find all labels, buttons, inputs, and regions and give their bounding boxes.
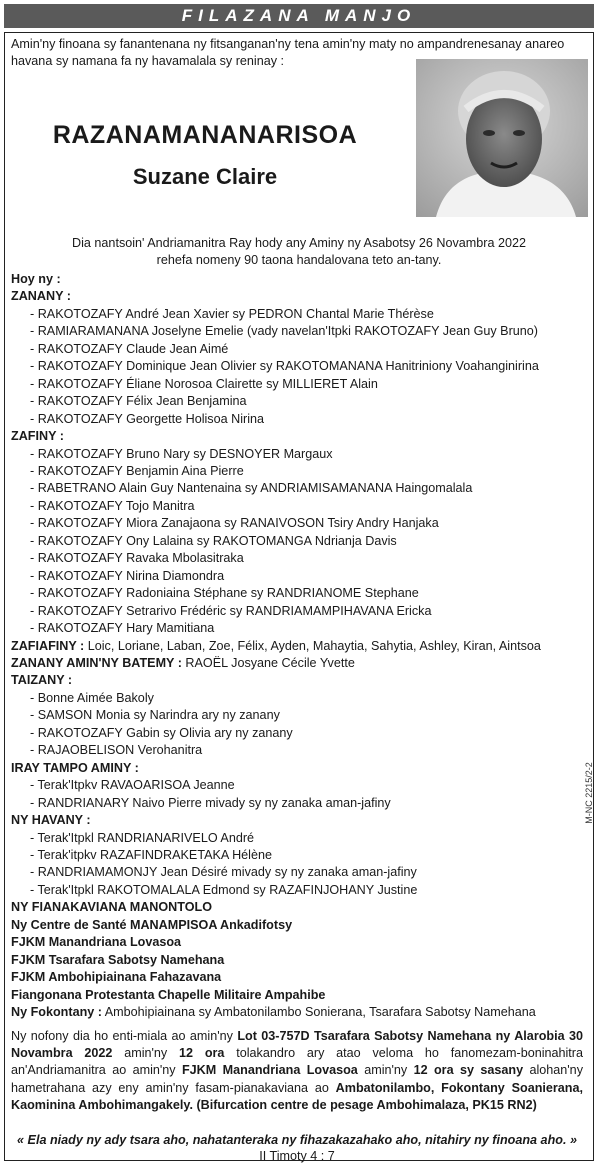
funeral-bold: FJKM Manandriana Lovasoa bbox=[181, 1063, 358, 1078]
side-reference-text: M-NC 2215/2-2 bbox=[584, 762, 594, 824]
list-item: - RAKOTOZAFY Ony Lalaina sy RAKOTOMANGA Ndrianja Davis bbox=[30, 533, 397, 548]
zanany-label: ZANANY : bbox=[11, 289, 71, 304]
list-item: - SAMSON Monia sy Narindra ary ny zanany bbox=[30, 708, 280, 723]
funeral-bold: 12 ora sy sasany bbox=[413, 1063, 524, 1078]
list-item: - RAKOTOZAFY Claude Jean Aimé bbox=[30, 341, 229, 356]
bible-verse bbox=[11, 1132, 583, 1164]
list-item: - Terak'itpkv RAZAFINDRAKETAKA Hélène bbox=[30, 847, 272, 862]
list-item: - RANDRIAMAMONJY Jean Désiré mivady sy ny zanaka aman-jafiny bbox=[30, 865, 417, 880]
header-title: FILAZANA MANJO bbox=[181, 6, 417, 25]
list-item: - RAKOTOZAFY Miora Zanajaona sy RANAIVOSON Tsiry Andry Hanjaka bbox=[30, 516, 439, 531]
list-item: - RAKOTOZAFY Ravaka Mbolasitraka bbox=[30, 551, 244, 566]
notice-box bbox=[4, 32, 594, 1161]
list-item: - RAKOTOZAFY Georgette Holisoa Nirina bbox=[30, 411, 264, 426]
fianakaviana-line: Ny Centre de Santé MANAMPISOA Ankadifotsy bbox=[11, 917, 293, 932]
fianakaviana-line: Fiangonana Protestanta Chapelle Militaire Ampahibe bbox=[11, 987, 326, 1002]
fianakaviana-line: NY FIANAKAVIANA MANONTOLO bbox=[11, 900, 213, 915]
list-item: - Terak'Itpkv RAVAOARISOA Jeanne bbox=[30, 778, 235, 793]
zafiafiny-label: ZAFIAFINY : bbox=[11, 638, 85, 653]
funeral-text: tolakandro ary atao veloma ho fanomezam-boninahitra an'Andriamanitra ao amin'ny bbox=[11, 1046, 584, 1078]
fokontany-label: Ny Fokontany : bbox=[11, 1005, 102, 1020]
funeral-paragraph bbox=[11, 1028, 583, 1114]
family-list bbox=[11, 271, 587, 1021]
zafiafiny-row bbox=[11, 638, 587, 655]
verse-reference: II Timoty 4 : 7 bbox=[259, 1149, 335, 1163]
list-item: - RAMIARAMANANA Joselyne Emelie (vady navelan'Itpki RAKOTOZAFY Jean Guy Bruno) bbox=[30, 324, 538, 339]
list-item: - RANDRIANARY Naivo Pierre mivady sy ny zanaka aman-jafiny bbox=[30, 795, 391, 810]
list-item: - RAKOTOZAFY Radoniaina Stéphane sy RANDRIANOME Stephane bbox=[30, 586, 419, 601]
funeral-bold: Lot 03-757D Tsarafara Sabotsy Namehana ny Alarobia 30 Novambra 2022 bbox=[11, 1029, 583, 1061]
list-item: - RAKOTOZAFY Bruno Nary sy DESNOYER Margaux bbox=[30, 446, 333, 461]
zafiafiny-names: Loic, Loriane, Laban, Zoe, Félix, Ayden, Mahaytia, Sahytia, Ashley, Kiran, Aintsoa bbox=[84, 638, 541, 653]
fokontany-text: Ambohipiainana sy Ambatonilambo Sonierana, Tsarafara Sabotsy Namehana bbox=[101, 1005, 536, 1020]
list-item: - Terak'Itpkl RAKOTOMALALA Edmond sy RAZAFINJOHANY Justine bbox=[30, 882, 418, 897]
list-item: - RAKOTOZAFY André Jean Xavier sy PEDRON Chantal Marie Thérèse bbox=[30, 306, 434, 321]
taizany-label: TAIZANY : bbox=[11, 673, 73, 688]
list-item: - RAKOTOZAFY Nirina Diamondra bbox=[30, 568, 225, 583]
fianakaviana-line: FJKM Ambohipiainana Fahazavana bbox=[11, 970, 222, 985]
list-item: - RAKOTOZAFY Setrarivo Frédéric sy RANDRIAMAMPIHAVANA Ericka bbox=[30, 603, 432, 618]
zanany-batemy-names: RAOËL Josyane Cécile Yvette bbox=[181, 655, 355, 670]
list-item: - RAKOTOZAFY Hary Mamitiana bbox=[30, 621, 215, 636]
list-item: - RABETRANO Alain Guy Nantenaina sy ANDRIAMISAMANANA Haingomalala bbox=[30, 481, 473, 496]
zanany-batemy-label: ZANANY AMIN'NY BATEMY : bbox=[11, 655, 182, 670]
havany-label: NY HAVANY : bbox=[11, 813, 91, 828]
death-notice-line: Dia nantsoin' Andriamanitra Ray hody any Aminy ny Asabotsy 26 Novambra 2022 bbox=[72, 236, 526, 250]
list-item: - RAKOTOZAFY Gabin sy Olivia ary ny zanany bbox=[30, 725, 293, 740]
funeral-text: Ny nofony dia ho enti-miala ao amin'ny bbox=[11, 1029, 238, 1043]
list-item: - RAKOTOZAFY Éliane Norosoa Clairette sy MILLIERET Alain bbox=[30, 376, 378, 391]
hoy-ny-label: Hoy ny : bbox=[11, 272, 61, 286]
funeral-text: amin'ny bbox=[112, 1046, 180, 1061]
verse-quote: « Ela niady ny ady tsara aho, nahatanteraka ny fihazakazahako aho, nitahiry ny finoana aho. » bbox=[17, 1133, 577, 1147]
list-item: - RAKOTOZAFY Dominique Jean Olivier sy RAKOTOMANANA Hanitriniony Voahanginirina bbox=[30, 359, 539, 374]
intro-text: Amin'ny finoana sy fanantenana ny fitsanganan'ny tena amin'ny maty no ampandrenesanay anareo havana sy namana fa ny havamalala sy reninay : bbox=[11, 37, 565, 68]
list-item: - RAKOTOZAFY Félix Jean Benjamina bbox=[30, 394, 247, 409]
funeral-text: amin'ny bbox=[357, 1063, 414, 1078]
deceased-surname: RAZANAMANANARISOA bbox=[52, 121, 358, 149]
list-item: - Bonne Aimée Bakoly bbox=[30, 690, 154, 705]
death-notice-line: rehefa nomeny 90 taona handalovana teto an-tany. bbox=[156, 253, 442, 267]
death-notice bbox=[15, 235, 583, 269]
funeral-bold: 12 ora bbox=[179, 1046, 225, 1061]
side-reference-code bbox=[576, 758, 594, 828]
iray-tampo-label: IRAY TAMPO AMINY : bbox=[11, 760, 139, 775]
zanany-batemy-row bbox=[11, 655, 587, 672]
list-item: - RAKOTOZAFY Tojo Manitra bbox=[30, 498, 195, 513]
zafiny-label: ZAFINY : bbox=[11, 429, 64, 444]
fianakaviana-line: FJKM Manandriana Lovasoa bbox=[11, 935, 182, 950]
header-bar bbox=[4, 4, 594, 28]
fianakaviana-line: FJKM Tsarafara Sabotsy Namehana bbox=[11, 952, 225, 967]
list-item: - Terak'Itpkl RANDRIANARIVELO André bbox=[30, 830, 255, 845]
deceased-given-names: Suzane Claire bbox=[132, 164, 278, 189]
portrait-photo bbox=[416, 59, 588, 217]
fokontany-row bbox=[11, 1004, 587, 1021]
list-item: - RAJAOBELISON Verohanitra bbox=[30, 743, 203, 758]
funeral-bold: Ambatonilambo, Fokontany Soanierana, Kaominina Ambohimangakely. (Bifurcation centre de pesage Ambohimalaza, PK15 RN2) bbox=[11, 1080, 583, 1112]
funeral-text: alohan'ny hametrahana azy eny amin'ny fasam-pianakaviana ao bbox=[11, 1063, 583, 1095]
list-item: - RAKOTOZAFY Benjamin Aina Pierre bbox=[30, 463, 244, 478]
